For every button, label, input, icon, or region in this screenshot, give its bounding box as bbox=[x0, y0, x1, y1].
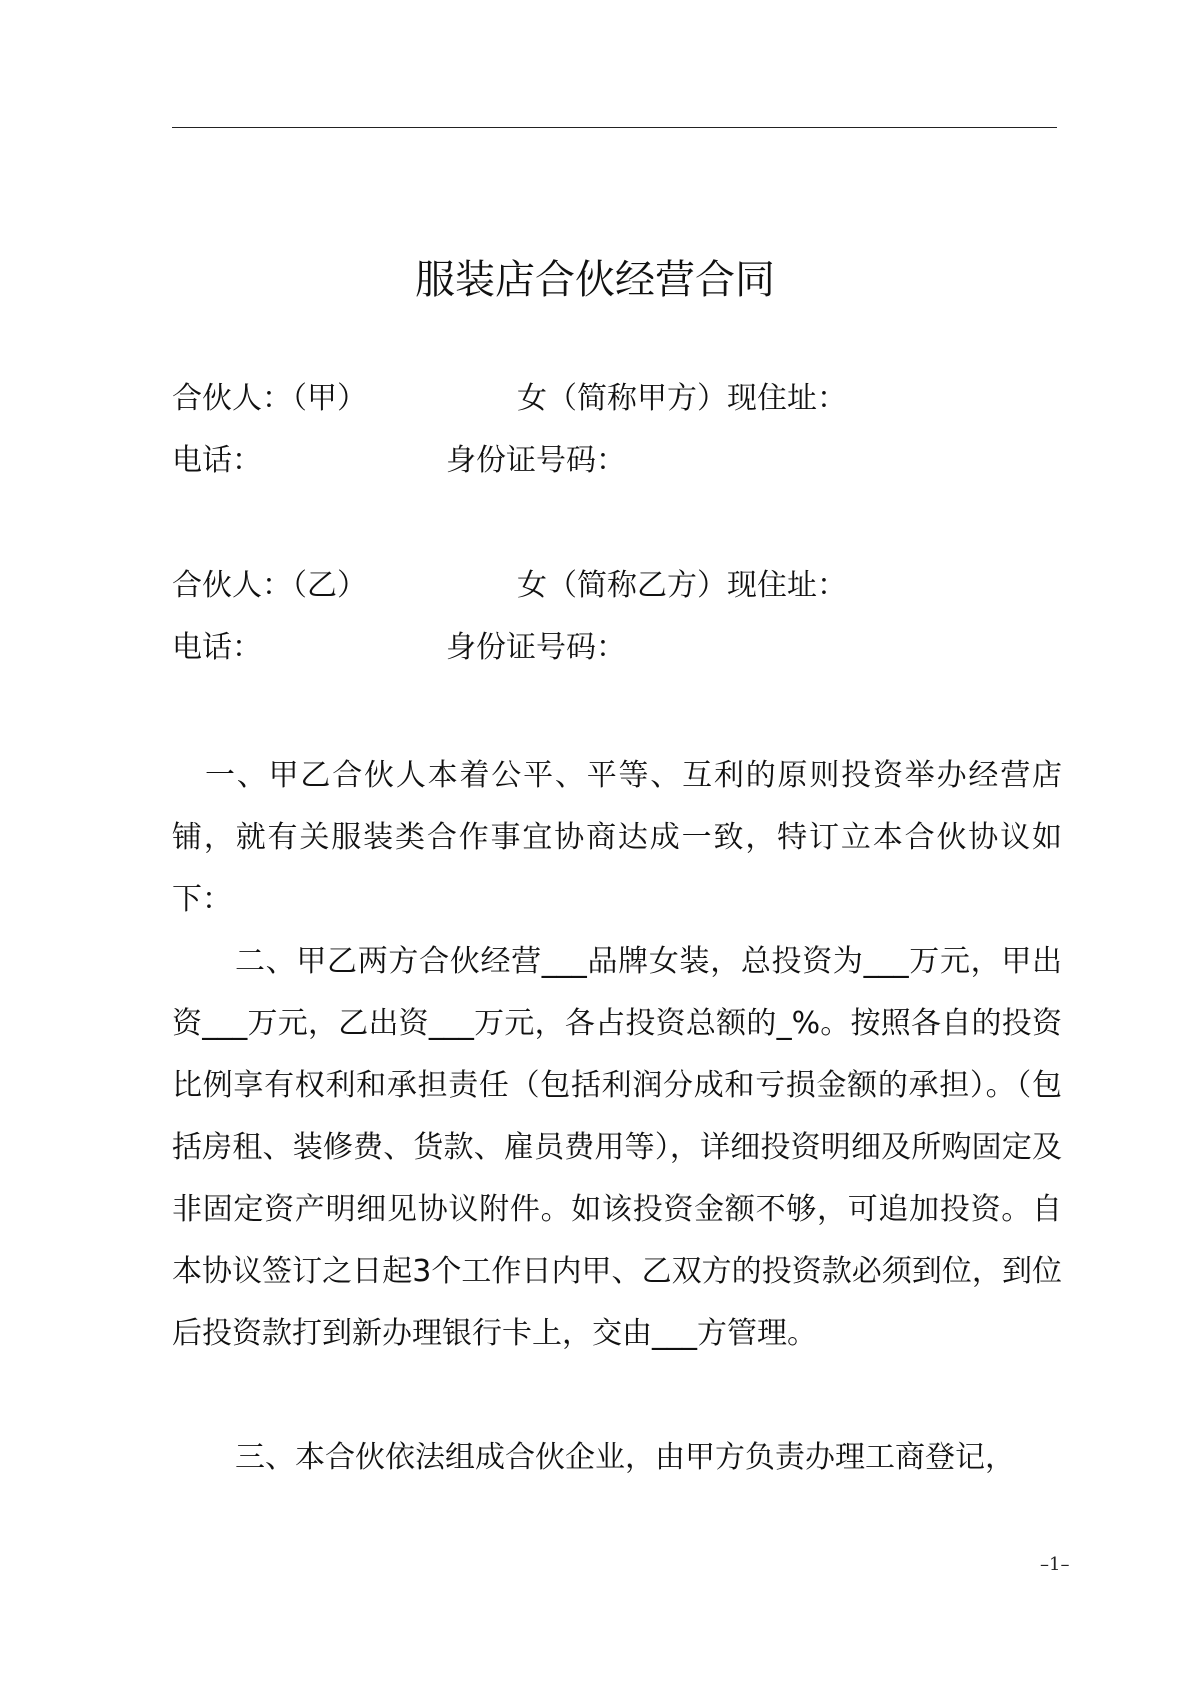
party-b-label: 合伙人：（乙） bbox=[172, 568, 367, 603]
party-b-id-label: 身份证号码： bbox=[446, 630, 626, 665]
party-a-phone-label: 电话： bbox=[172, 443, 262, 478]
clause-2: 二、甲乙两方合伙经营___品牌女装，总投资为___万元，甲出资___万元，乙出资___万元，各占投资总额的_%。按照各自的投资比例享有权利和承担责任（包括利润分成和亏损金额的承担）。（包括房租、装修费、货款、雇员费用等），详细投资明细及所购固定及非固定资产明细见协议附件。如该投资金额不够，可追加投资。自本协议签订之日起3个工作日内甲、乙双方的投资款必须到位，到位后投资款打到新办理银行卡上，交由___方管理。 bbox=[172, 944, 1062, 1351]
party-b-phone-label: 电话： bbox=[172, 630, 262, 665]
party-a-id-label: 身份证号码： bbox=[446, 443, 626, 478]
page-number: –1– bbox=[1040, 1554, 1070, 1575]
party-b-gender-address: 女（简称乙方）现住址： bbox=[517, 568, 847, 603]
party-a-gender-address: 女（简称甲方）现住址： bbox=[517, 381, 847, 416]
document-title: 服装店合伙经营合同 bbox=[415, 257, 775, 303]
clause-3: 三、本合伙依法组成合伙企业，由甲方负责办理工商登记， bbox=[235, 1440, 1015, 1475]
header-rule bbox=[172, 127, 1057, 128]
clause-1: 一、甲乙合伙人本着公平、平等、互利的原则投资举办经营店铺，就有关服装类合作事宜协商达成一致，特订立本合伙协议如下： bbox=[172, 758, 1062, 917]
party-a-label: 合伙人：（甲） bbox=[172, 381, 367, 416]
